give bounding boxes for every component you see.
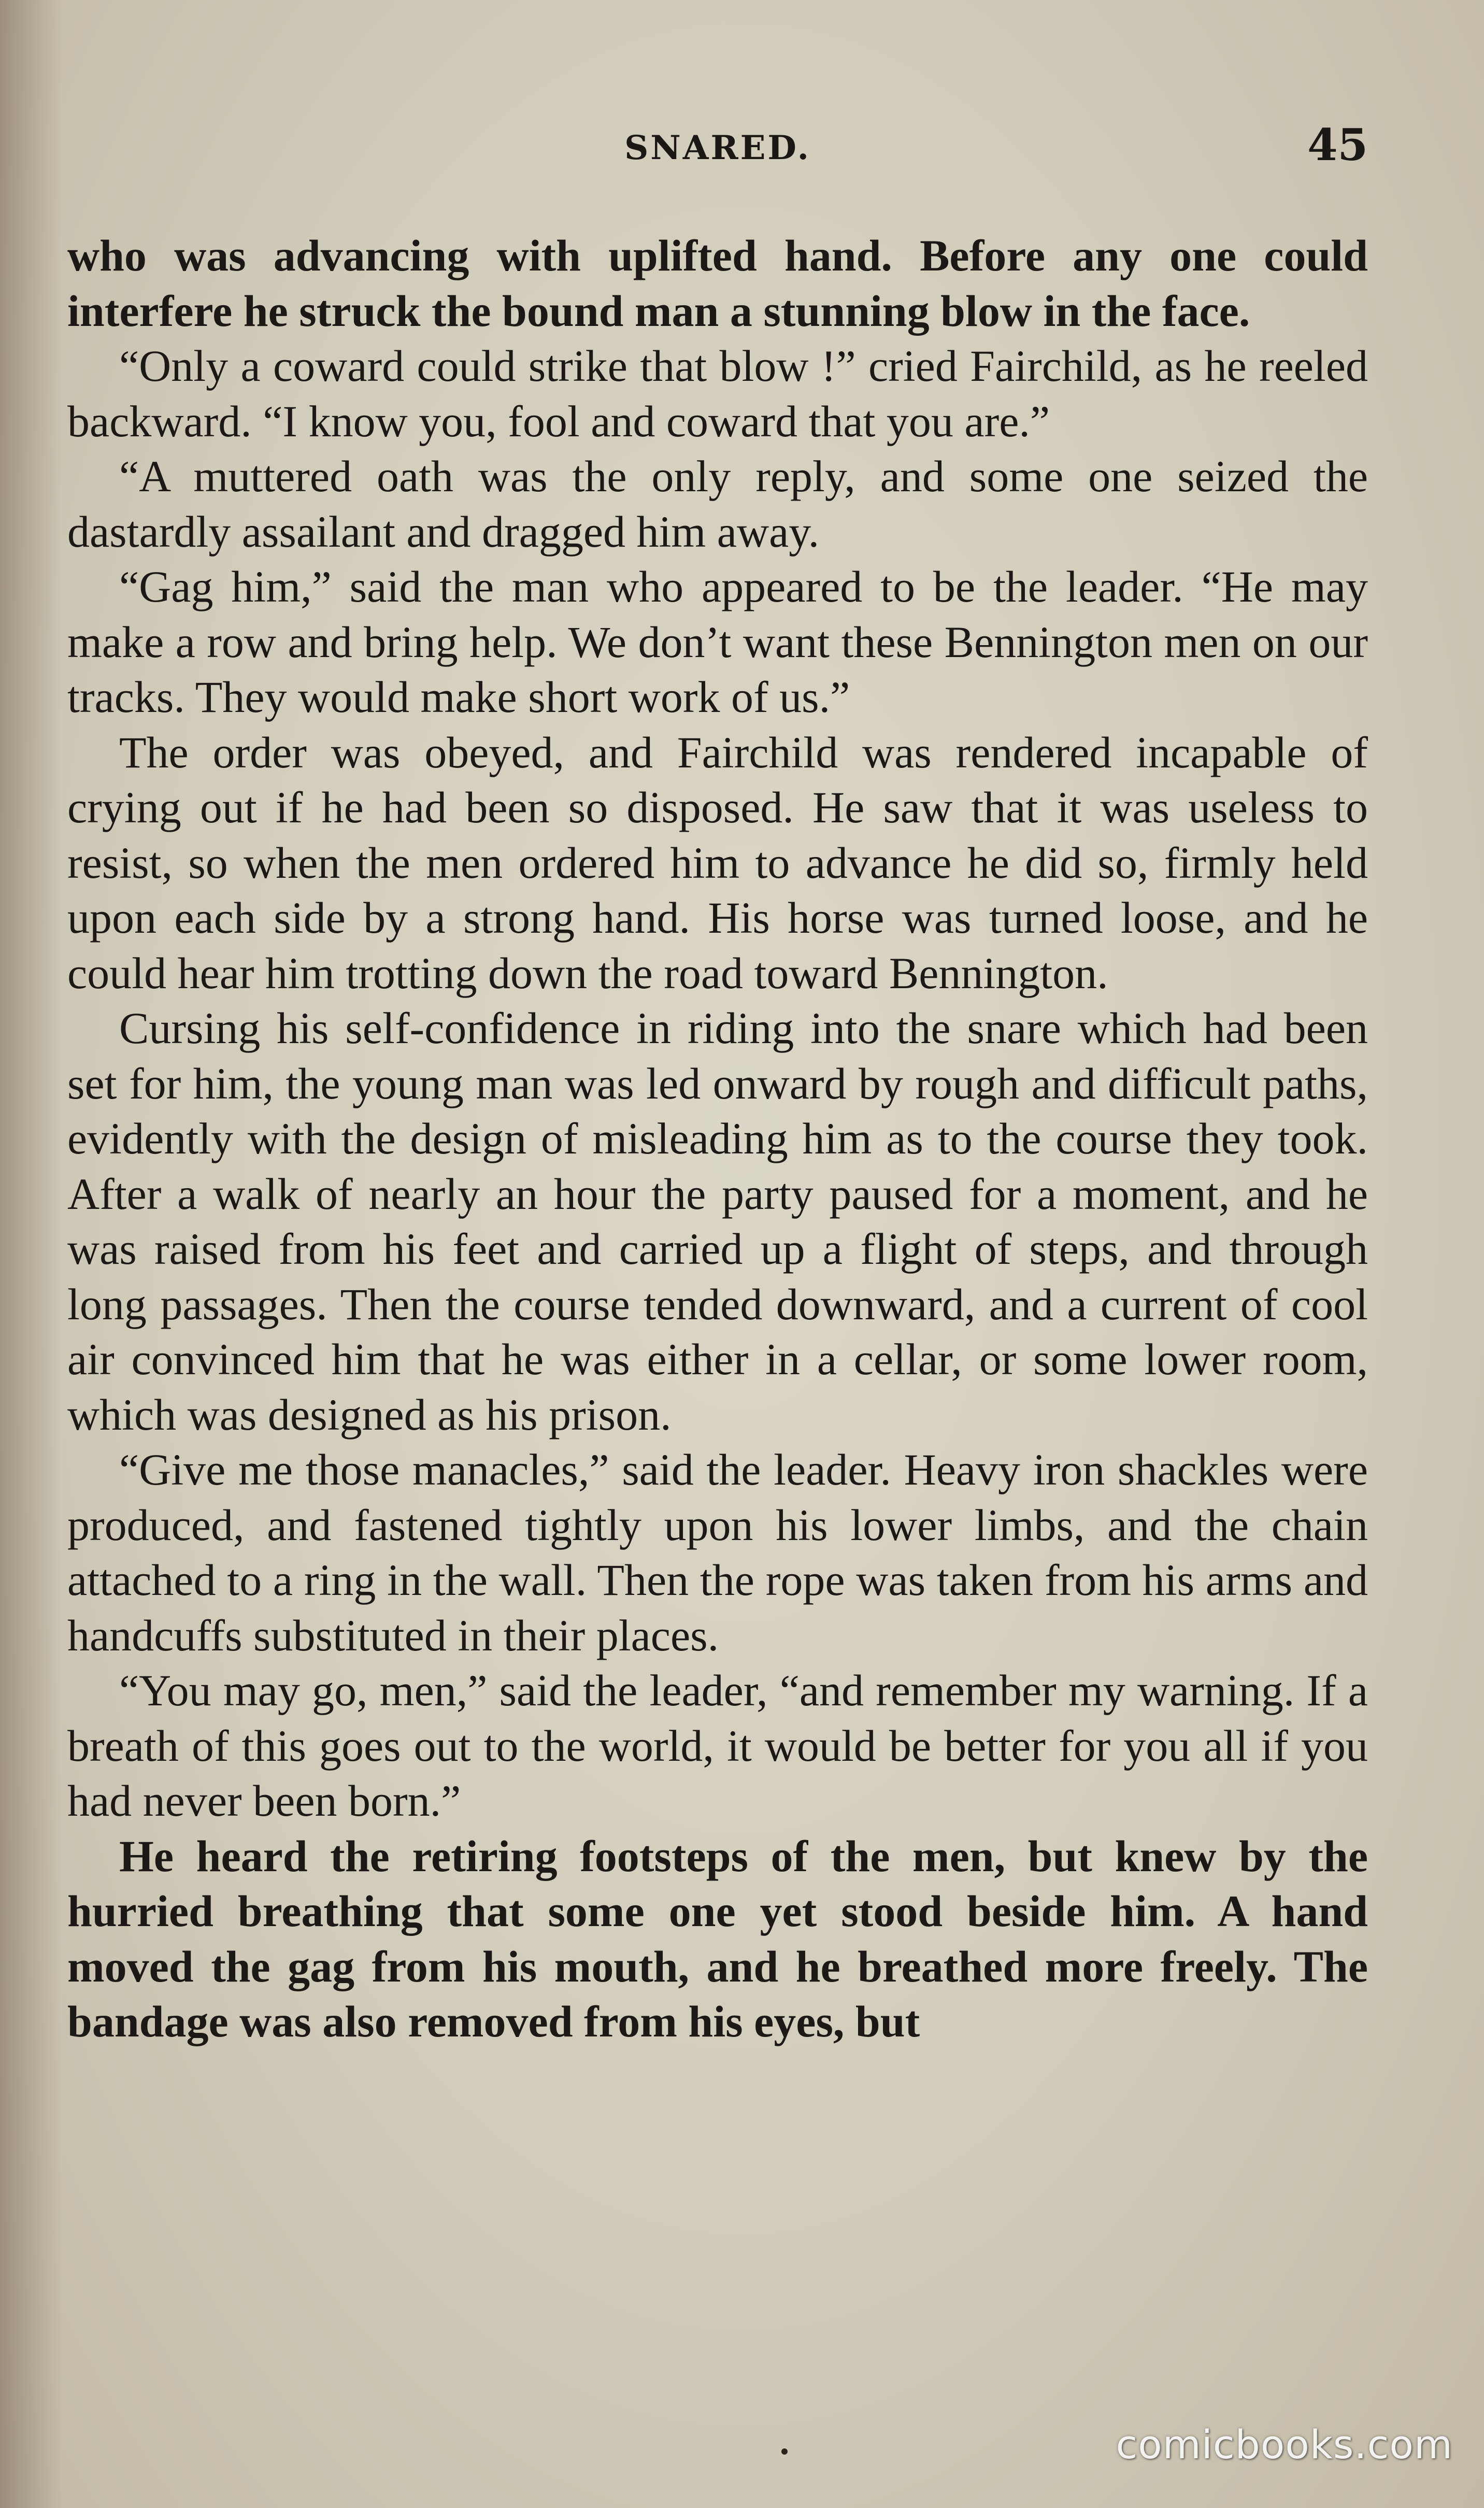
- paragraph: “Only a coward could strike that blow !” cried Fairchild, as he reeled backward. “I know you, fool and coward that you are.”: [67, 341, 1368, 446]
- paragraph: who was advancing with uplifted hand. Before any one could interfere he struck the bound man a stunning blow in the face.: [67, 231, 1368, 336]
- paragraph: “Give me those manacles,” said the leader. Heavy iron shackles were produced, and fastened tightly upon his lower limbs, and the chain attached to a ring in the wall. Then the rope was taken from his arms and handcuffs substituted in their places.: [67, 1445, 1368, 1660]
- watermark: comicbooks.com: [1116, 2421, 1453, 2468]
- paragraph: “A muttered oath was the only reply, and some one seized the dastardly assailant and dragged him away.: [67, 451, 1368, 557]
- paragraph: “Gag him,” said the man who appeared to be the leader. “He may make a row and bring help. We don’t want these Bennington men on our tracks. They would make short work of us.”: [67, 562, 1368, 722]
- paragraph: He heard the retiring footsteps of the men, but knew by the hurried breathing that some one yet stood beside him. A hand moved the gag from his mouth, and he breathed more freely. The bandage was also removed from his eyes, but: [67, 1831, 1368, 2046]
- paragraph: “You may go, men,” said the leader, “and remember my warning. If a breath of this goes out to the world, it would be better for you all if you had never been born.”: [67, 1665, 1368, 1826]
- paragraph: Cursing his self-confidence in riding into the snare which had been set for him, the young man was led onward by rough and difficult paths, evidently with the design of misleading him as to the course they took. After a walk of nearly an hour the party paused for a moment, and he was raised from his feet and carried up a flight of steps, and through long passages. Then the course tended downward, and a current of cool air convinced him that he was either in a cellar, or some lower room, which was designed as his prison.: [67, 1003, 1368, 1440]
- body-text: [67, 228, 1368, 2049]
- page-header: [67, 119, 1368, 176]
- page-number: 45: [1307, 119, 1368, 170]
- running-head: SNARED.: [624, 129, 811, 167]
- paragraph: The order was obeyed, and Fairchild was rendered incapable of crying out if he had been so disposed. He saw that it was useless to resist, so when the men ordered him to advance he did so, firmly held upon each side by a strong hand. His horse was turned loose, and he could hear him trotting down the road toward Bennington.: [67, 727, 1368, 998]
- ink-speck: [781, 2448, 788, 2455]
